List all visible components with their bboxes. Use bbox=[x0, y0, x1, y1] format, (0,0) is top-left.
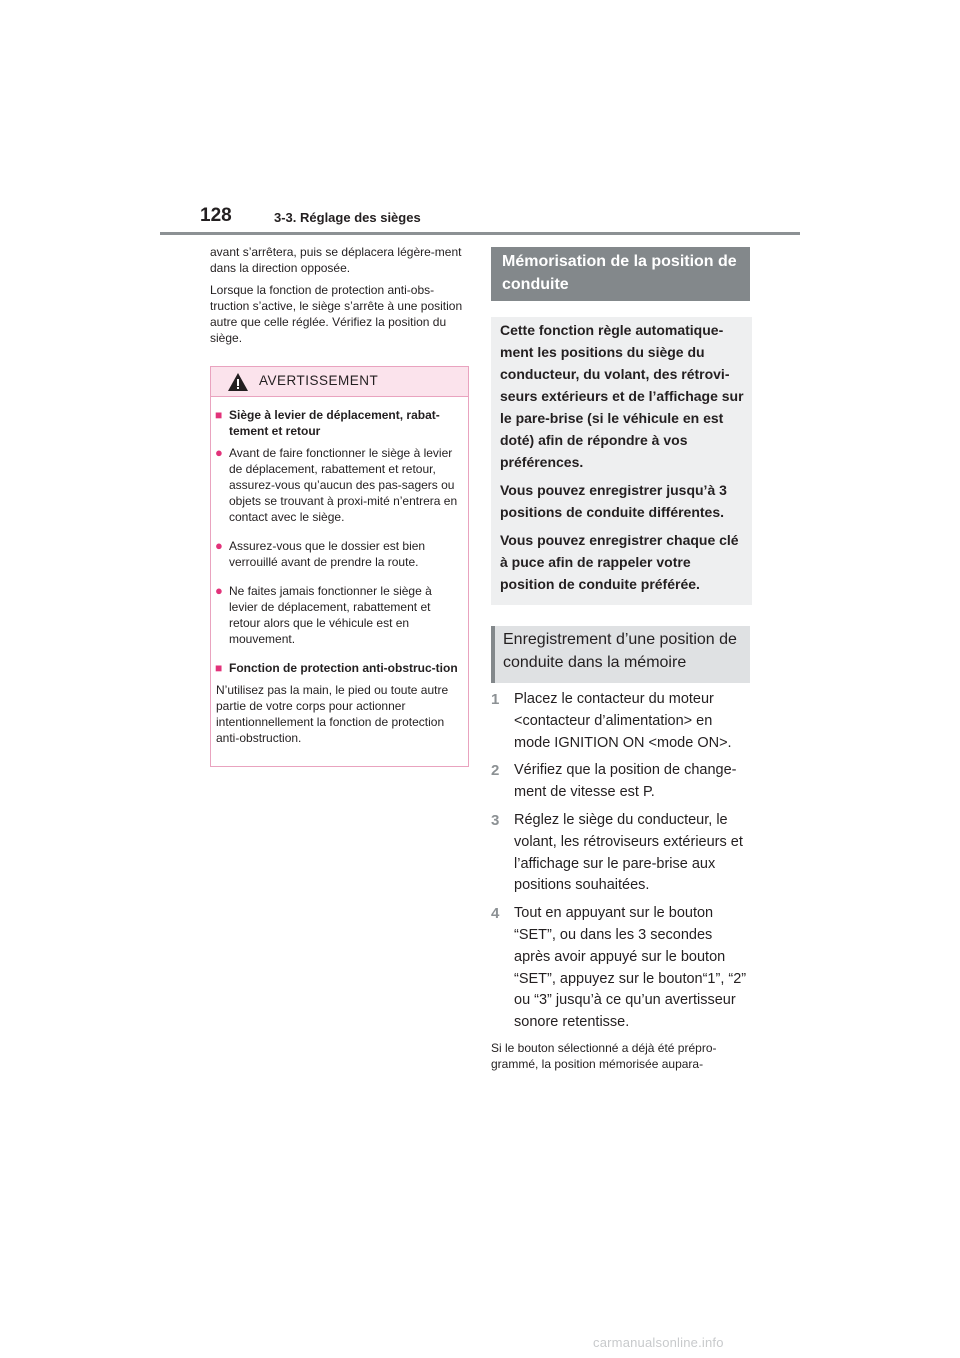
step-text: Réglez le siège du conducteur, le volant, les rétroviseurs extérieurs et l’affichage sur le pare-brise aux positions souhaitées. bbox=[514, 811, 743, 894]
warning-title: AVERTISSEMENT bbox=[259, 373, 379, 388]
square-bullet-icon: ■ bbox=[215, 408, 223, 422]
warning-bullet: ● Ne faites jamais fonctionner le siège à levier de déplacement, rabattement et retour alors que le véhicule est en mouvement. bbox=[215, 583, 432, 646]
warning-subheading: ■ Fonction de protection anti-obstruc-tion bbox=[215, 661, 458, 675]
step-text: Tout en appuyant sur le bouton “SET”, ou dans les 3 secondes après avoir appuyé sur le bouton “SET”, appuyez sur le bouton“1”, “2” ou “3” jusqu’à ce qu’un avertisseur sonore retentisse. bbox=[514, 905, 747, 1031]
warning-header bbox=[211, 367, 468, 397]
info-paragraph: Vous pouvez enregistrer chaque clé à puce afin de rappeler votre position de conduite préférée. bbox=[500, 532, 739, 592]
footnote: Si le bouton sélectionné a déjà été prépro-grammé, la position mémorisée aupara- bbox=[491, 1040, 717, 1071]
warning-bullet: ● Avant de faire fonctionner le siège à levier de déplacement, rabattement et retour, assurez-vous qu’aucun des pas-sagers ou objets se trouvant à proxi-mité n’entrera en contact avec le siège. bbox=[215, 445, 458, 524]
step-item bbox=[491, 760, 751, 804]
dot-bullet-icon: ● bbox=[215, 583, 223, 598]
info-paragraph: Vous pouvez enregistrer jusqu’à 3 positions de conduite différentes. bbox=[500, 482, 727, 520]
step-number: 2 bbox=[491, 762, 500, 780]
section-title-register: Enregistrement d’une position de conduite dans la mémoire bbox=[491, 626, 750, 683]
body-paragraph: avant s’arrêtera, puis se déplacera légère-ment dans la direction opposée. bbox=[210, 245, 462, 275]
header-divider bbox=[160, 232, 800, 235]
page-header bbox=[160, 205, 800, 235]
step-number: 1 bbox=[491, 691, 500, 708]
section-title-memory: Mémorisation de la position de conduite bbox=[491, 247, 750, 301]
step-item bbox=[491, 689, 751, 754]
right-column bbox=[491, 247, 751, 1072]
square-bullet-icon: ■ bbox=[215, 661, 223, 675]
warning-body bbox=[211, 397, 468, 746]
body-paragraph: Lorsque la fonction de protection anti-obs-truction s’active, le siège s’arrête à une position autre que celle réglée. Vérifiez la position du siège. bbox=[210, 283, 463, 345]
step-number: 3 bbox=[491, 811, 500, 829]
dot-bullet-icon: ● bbox=[215, 538, 223, 553]
warning-bullet: ● Assurez-vous que le dossier est bien verrouillé avant de prendre la route. bbox=[215, 538, 426, 569]
chapter-title: 3-3. Réglage des sièges bbox=[274, 210, 421, 225]
info-paragraph: Cette fonction règle automatique-ment les positions du siège du conducteur, du volant, des rétrovi-seurs extérieurs et de l’affichage sur le pare-brise (si le véhicule en est doté) afin de répondre à vos préférences. bbox=[500, 322, 744, 470]
warning-box bbox=[210, 366, 469, 767]
page-number: 128 bbox=[200, 205, 232, 226]
steps-list bbox=[491, 689, 751, 1034]
warning-triangle-icon bbox=[227, 372, 249, 392]
info-box bbox=[491, 317, 752, 605]
step-item bbox=[491, 810, 751, 897]
warning-paragraph: N’utilisez pas la main, le pied ou toute autre partie de votre corps pour actionner intentionnellement la fonction de protection anti-obstruction. bbox=[216, 683, 449, 745]
left-column bbox=[210, 244, 470, 352]
watermark: carmanualsonline.info bbox=[593, 1335, 724, 1350]
dot-bullet-icon: ● bbox=[215, 445, 223, 460]
step-text: Vérifiez que la position de change-ment de vitesse est P. bbox=[514, 762, 737, 801]
step-text: Placez le contacteur du moteur <contacteur d’alimentation> en mode IGNITION ON <mode ON>. bbox=[514, 691, 732, 751]
step-number: 4 bbox=[491, 905, 500, 923]
step-item bbox=[491, 903, 751, 1034]
warning-subheading: ■ Siège à levier de déplacement, rabat-tement et retour bbox=[215, 408, 440, 438]
